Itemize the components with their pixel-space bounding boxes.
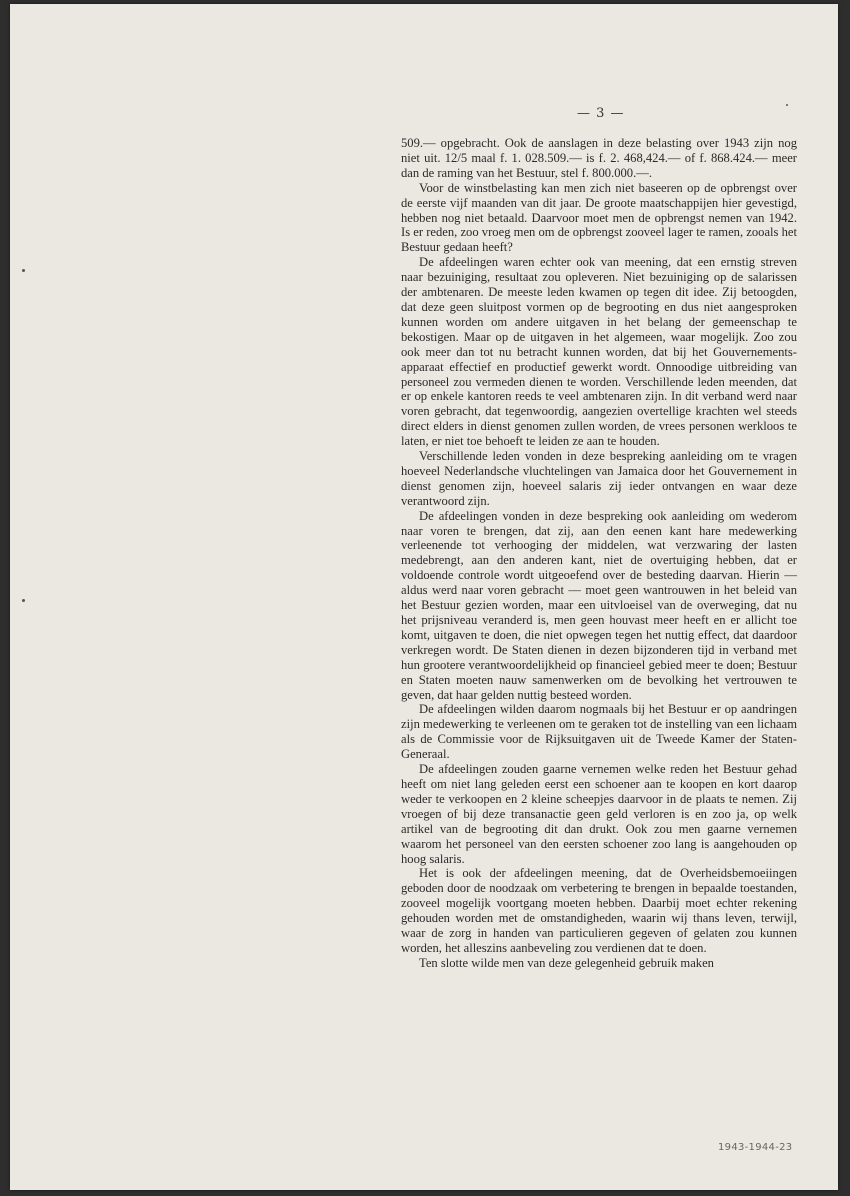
page-number: — 3 — bbox=[577, 106, 625, 121]
paragraph: 509.— opgebracht. Ook de aanslagen in deze belasting over 1943 zijn nog niet uit. 12/5 maal f. 1. 028.509.— is f. 2. 468,424.— of f. 868.424.— meer dan de raming van het Bestuur, stel f. 800.000.—. bbox=[401, 136, 797, 180]
paper-speck bbox=[22, 269, 25, 272]
paragraph: Verschillende leden vonden in deze bespreking aanleiding om te vragen hoeveel Nederlandsche vluchtelingen van Jamaica door het Gouvernement in dienst genomen zijn, hoeveel salaris zij ieder ontvangen en waar deze verantwoord zijn. bbox=[401, 449, 797, 508]
paragraph: Voor de winstbelasting kan men zich niet baseeren op de opbrengst over de eerste vijf maanden van dit jaar. De groote maatschappijen hier gevestigd, hebben nog niet betaald. Daarvoor moet men de opbrengst nemen van 1942. Is er reden, zoo vroeg men om de opbrengst zooveel lager te ramen, zooals het Bestuur gedaan heeft? bbox=[401, 180, 797, 255]
archive-reference: 1943-1944-23 bbox=[718, 1142, 793, 1153]
paper-speck bbox=[22, 599, 25, 602]
document-page bbox=[10, 4, 838, 1190]
paragraph: De afdeelingen zouden gaarne vernemen welke reden het Bestuur gehad heeft om niet lang geleden eerst een schoener aan te koopen en kort daarop weder te verkoopen en 2 kleine scheepjes daarvoor in de plaats te nemen. Zij vroegen of bij deze transanactie geen geld verloren is en zoo ja, op welk artikel van de begrooting dit dan drukt. Ook zou men gaarne vernemen waarom het personeel van den eersten schoener zoo lang is aangehouden op hoog salaris. bbox=[401, 762, 797, 866]
paragraph: De afdeelingen wilden daarom nogmaals bij het Bestuur er op aandringen zijn medewerking te verleenen om te geraken tot de instelling van een lichaam als de Commissie voor de Rijksuitgaven uit de Tweede Kamer der Staten-Generaal. bbox=[401, 702, 797, 762]
paper-speck bbox=[786, 104, 788, 106]
paragraph: Ten slotte wilde men van deze gelegenheid gebruik maken bbox=[419, 955, 714, 970]
paragraph: Het is ook der afdeelingen meening, dat de Overheidsbemoeiingen geboden door de noodzaak om verbetering te brengen in bepaalde toestanden, zooveel mogelijk voortgang moeten hebben. Daarbij moet echter rekening gehouden worden met de omstandigheden, waarin wij thans leven, terwijl, waar de zorg in handen van particulieren gegeven of gelaten zou kunnen worden, het alleszins aanbeveling zou verdienen dat te doen. bbox=[401, 866, 797, 955]
body-text bbox=[401, 136, 797, 971]
paragraph: De afdeelingen vonden in deze bespreking ook aanleiding om wederom naar voren te brengen, dat zij, aan den eenen kant hare medewerking verleenende tot verhooging der middelen, wat verzwaring der lasten medebrengt, aan den anderen kant, niet de overtuiging hebben, dat er voldoende controle wordt uitgeoefend over de besteding daarvan. Hierin — aldus werd naar voren gebracht — moet geen wantrouwen in het beleid van het Bestuur gezien worden, maar een uitvloeisel van de overweging, dat nu het prijsniveau veranderd is, men geen houvast meer heeft en er allicht toe komt, uitgaven te doen, die niet opwegen tegen het nuttig effect, dat daardoor verkregen wordt. De Staten dienen in dezen bijzonderen tijd in verband met hun grootere verantwoordelijkheid op financieel gebied meer te doen; Bestuur en Staten moeten nauw samenwerken om de bevolking het vertrouwen te geven, dat haar gelden nuttig besteed worden. bbox=[401, 508, 797, 702]
paragraph: De afdeelingen waren echter ook van meening, dat een ernstig streven naar bezuiniging, resultaat zou opleveren. Niet bezuiniging op de salarissen der ambtenaren. De meeste leden kwamen op tegen dit idee. Zij betoogden, dat deze geen sluitpost vormen op de begrooting en dus niet aangesproken kunnen worden om andere uitgaven in het belang der gemeenschap te bekostigen. Maar op de uitgaven in het algemeen, waar mogelijk. Zoo zou ook meer dan tot nu betracht kunnen worden, dat bij het Gouvernements-apparaat effectief en productief gewerkt wordt. Onnoodige uitbreiding van personeel zou vermeden dienen te worden. Verschillende leden meenden, dat er op enkele kantoren reeds te veel ambtenaren zijn. In dit verband werd naar voren gebracht, dat tegenwoordig, aangezien overtellige krachten wel steeds direct elders in dienst genomen zullen worden, de vrees personen werkloos te laten, er niet toe behoeft te leiden ze aan te houden. bbox=[401, 255, 797, 449]
